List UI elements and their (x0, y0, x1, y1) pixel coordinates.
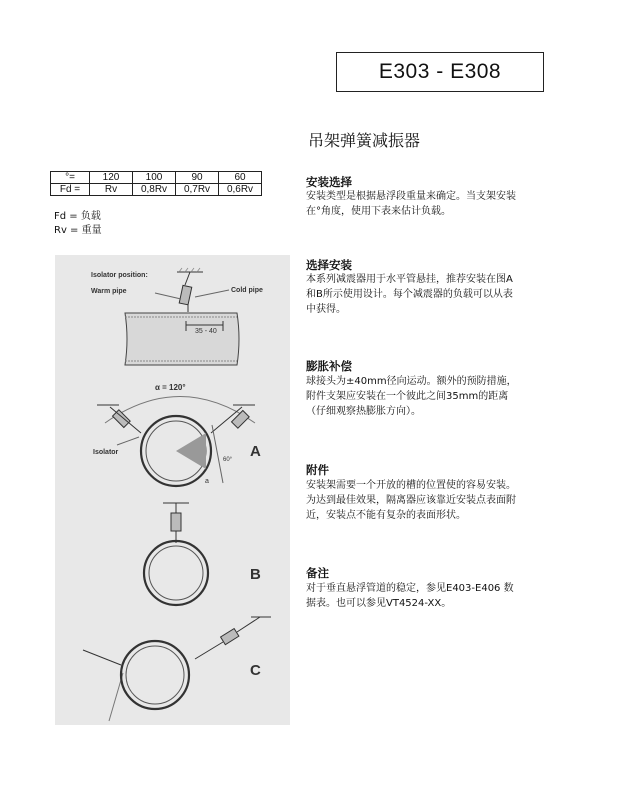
section-body (306, 478, 550, 523)
table-cell: Rv (90, 184, 133, 196)
section-line: 本系列减震器用于水平管悬挂，推荐安装在图A (306, 274, 513, 285)
section-body (306, 189, 550, 219)
pipe-side-view (125, 313, 239, 365)
table-cell: 90 (176, 172, 219, 184)
section-line: （仔细观察热膨胀方向）。 (306, 406, 421, 417)
warm-pipe-label: Warm pipe (91, 288, 127, 295)
table-cell: °= (51, 172, 90, 184)
alpha-label: α = 120° (155, 383, 186, 392)
section-body (306, 581, 550, 611)
load-factor-table (50, 171, 262, 196)
table-cell: 60 (219, 172, 262, 184)
section-body (306, 374, 550, 419)
section-line: 球接头为±40mm径向运动。额外的预防措施， (306, 376, 517, 387)
section-line: 对于垂直悬浮管道的稳定，参见E403-E406 数 (306, 583, 514, 594)
section-heading: 备注 (306, 566, 329, 580)
installation-diagram (55, 255, 290, 725)
variant-b-label: B (250, 566, 261, 583)
section-heading: 选择安装 (306, 258, 352, 272)
legend-rv: Rv = 重量 (54, 225, 102, 236)
section-body (306, 272, 550, 317)
model-range-box (336, 52, 544, 92)
section-line: 中获得。 (306, 304, 346, 315)
a-dimension-label: a (205, 478, 209, 485)
section-heading: 膨胀补偿 (306, 359, 352, 373)
table-cell: Fd = (51, 184, 90, 196)
dimension-label: 35 - 40 (195, 328, 217, 335)
section-line: 近，安装点不能有复杂的表面形状。 (306, 510, 466, 521)
document-title: 吊架弹簧减振器 (308, 131, 421, 150)
table-row (51, 184, 262, 196)
section-line: 和B所示使用设计。每个减震器的负载可以从表 (306, 289, 513, 300)
section-line: 据表。也可以参见VT4524-XX。 (306, 598, 452, 609)
section-line: 安装类型是根据悬浮段重量来确定。当支架安装 (306, 191, 516, 202)
cold-pipe-label: Cold pipe (231, 287, 263, 294)
section-line: 附件支架应安装在一个彼此之间35mm的距离 (306, 391, 509, 402)
table-cell: 0,8Rv (133, 184, 176, 196)
model-range: E303 - E308 (378, 60, 502, 83)
section-line: 安装架需要一个开放的槽的位置使的容易安装。 (306, 480, 516, 491)
table-cell: 120 (90, 172, 133, 184)
table-cell: 0,6Rv (219, 184, 262, 196)
isolator-label: Isolator (93, 449, 119, 456)
section-heading: 安装选择 (306, 175, 352, 189)
table-cell: 100 (133, 172, 176, 184)
legend-fd: Fd = 负载 (54, 211, 101, 222)
variant-a-label: A (250, 443, 261, 460)
section-line: 为达到最佳效果，隔离器应该靠近安装点表面附 (306, 495, 516, 506)
isolator-position-label: Isolator position: (91, 272, 148, 279)
variant-c-label: C (250, 662, 261, 679)
angle-label: 60° (223, 457, 233, 463)
table-row (51, 172, 262, 184)
isolator-b (171, 513, 181, 531)
section-heading: 附件 (306, 463, 329, 477)
section-line: 在°角度，使用下表来估计负载。 (306, 206, 451, 217)
table-cell: 0,7Rv (176, 184, 219, 196)
